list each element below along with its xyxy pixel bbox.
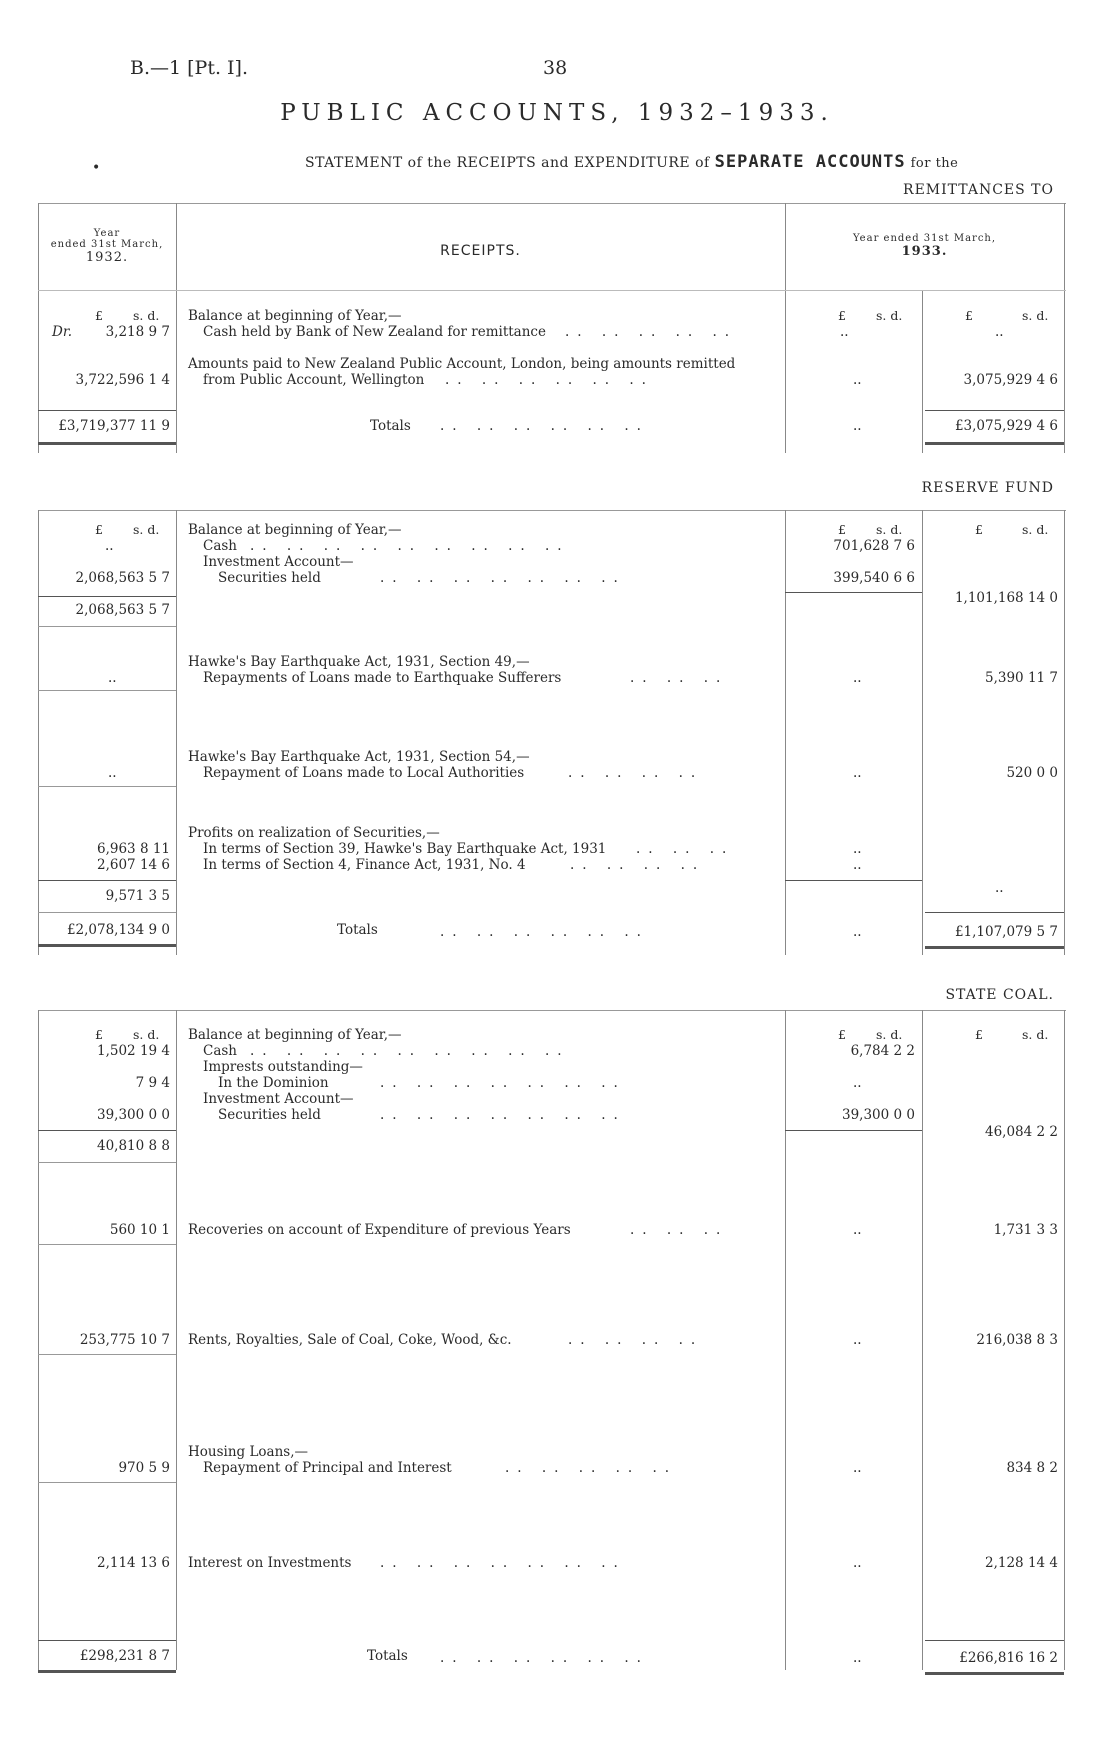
row-label: Cash: [203, 538, 238, 554]
left-amount: 3,722,596 1 4: [75, 372, 170, 388]
leader-dots: .. .. ..: [630, 1222, 729, 1238]
left-amount: 6,963 8 11: [97, 841, 170, 857]
right-amount: ..: [995, 324, 1004, 340]
row-label: Rents, Royalties, Sale of Coal, Coke, Wood, &c.: [188, 1332, 512, 1348]
leader-dots: .. .. .. .. ..: [565, 324, 738, 340]
col-rule: [1064, 510, 1065, 955]
unit-pound: £: [838, 308, 846, 323]
leader-dots: .. .. .. .. .. .. ..: [380, 570, 626, 586]
total-right: £1,107,079 5 7: [954, 924, 1058, 940]
leader-dots: .. .. .. .. .. ..: [440, 924, 649, 940]
row-label: Balance at beginning of Year,—: [188, 308, 402, 324]
subtotal-rule: [38, 1130, 176, 1131]
subtitle-bold: SEPARATE ACCOUNTS: [714, 152, 906, 172]
left-amount: 3,218 9 7: [105, 324, 170, 340]
mid-amount: ..: [853, 1555, 862, 1571]
mid-amount: ..: [853, 1075, 862, 1091]
row-label: Cash: [203, 1043, 238, 1059]
leader-dots: .. .. .. .. .. .. ..: [380, 1075, 626, 1091]
leader-dots: .. .. .. .. .. ..: [440, 418, 649, 434]
subtotal-left: 9,571 3 5: [105, 888, 170, 904]
row-label: Hawke's Bay Earthquake Act, 1931, Section 54,—: [188, 749, 530, 765]
row-rule: [38, 1354, 176, 1355]
unit-sd: s. d.: [133, 308, 160, 323]
left-year-line2: ended 31st March,: [50, 239, 164, 250]
subtotal-left: 40,810 8 8: [97, 1138, 170, 1154]
totals-label: Totals: [367, 1648, 408, 1664]
col-rule: [1064, 203, 1065, 453]
col-rule: [38, 1010, 39, 1670]
unit-sd: s. d.: [1022, 1027, 1049, 1042]
unit-pound: £: [95, 522, 103, 537]
totals-label: Totals: [337, 922, 378, 938]
left-amount: ..: [105, 538, 114, 554]
subtotal-rule: [925, 410, 1064, 411]
mid-amount: ..: [853, 841, 862, 857]
col-rule: [38, 510, 39, 955]
left-amount: 2,607 14 6: [97, 857, 170, 873]
unit-sd: s. d.: [876, 308, 903, 323]
subtotal-rule: [925, 1640, 1064, 1641]
report-reference: B.—1 [Pt. I].: [130, 57, 248, 79]
row-label: Housing Loans,—: [188, 1444, 309, 1460]
left-amount: 1,502 19 4: [97, 1043, 170, 1059]
leader-dots: .. .. .. .. .. ..: [440, 1650, 649, 1666]
mid-amount: ..: [853, 1222, 862, 1238]
subtotal-rule: [925, 912, 1064, 913]
col-rule: [176, 203, 177, 453]
row-label: In the Dominion: [218, 1075, 329, 1091]
double-rule: [925, 442, 1064, 445]
leader-dots: .. .. .. ..: [570, 857, 706, 873]
left-amount: 2,068,563 5 7: [75, 570, 170, 586]
right-year-line2: 1933.: [901, 244, 948, 259]
left-amount: 7 9 4: [135, 1075, 170, 1091]
leader-dots: .. .. .. ..: [568, 1332, 704, 1348]
right-year-line1: Year ended 31st March,: [852, 233, 997, 244]
row-label: Investment Account—: [203, 1091, 354, 1107]
row-label: Profits on realization of Securities,—: [188, 825, 440, 841]
col-rule: [922, 290, 923, 453]
right-amount: 216,038 8 3: [976, 1332, 1058, 1348]
col-rule: [176, 1010, 177, 1670]
subtotal-rule: [38, 410, 176, 411]
unit-pound: £: [838, 1027, 846, 1042]
mid-amount: 39,300 0 0: [842, 1107, 915, 1123]
margin-dot: •: [92, 160, 101, 176]
right-amount: 5,390 11 7: [985, 670, 1058, 686]
row-label: Balance at beginning of Year,—: [188, 522, 402, 538]
left-amount: ..: [108, 670, 117, 686]
page-title: PUBLIC ACCOUNTS, 1932–1933.: [280, 100, 834, 126]
unit-pound: £: [95, 308, 103, 323]
col-rule: [922, 1010, 923, 1670]
section-title-coal: STATE COAL.: [945, 987, 1054, 1003]
right-amount: 1,101,168 14 0: [954, 590, 1058, 606]
section-title-reserve: RESERVE FUND: [921, 480, 1054, 496]
right-year-header: [785, 233, 1064, 259]
unit-pound: £: [975, 1027, 983, 1042]
row-label: Repayment of Principal and Interest: [203, 1460, 452, 1476]
leader-dots: .. .. .. .. .. .. .. .. ..: [250, 1043, 570, 1059]
subtitle-lead: STATEMENT of the RECEIPTS and EXPENDITURE of: [305, 155, 710, 171]
unit-pound: £: [95, 1027, 103, 1042]
left-amount: ..: [108, 765, 117, 781]
row-rule: [38, 1244, 176, 1245]
mid-amount: ..: [853, 372, 862, 388]
col-rule: [785, 510, 786, 955]
row-label: Recoveries on account of Expenditure of previous Years: [188, 1222, 571, 1238]
col-rule: [1064, 1010, 1065, 1670]
table-top-rule: [38, 510, 1066, 511]
leader-dots: .. .. ..: [636, 841, 735, 857]
double-rule: [38, 442, 176, 445]
double-rule: [925, 1672, 1064, 1675]
mid-amount: ..: [853, 857, 862, 873]
left-year-header: [38, 228, 176, 265]
row-label: from Public Account, Wellington: [203, 372, 425, 388]
subtitle-tail: for the: [910, 156, 959, 171]
mid-amount: ..: [853, 1460, 862, 1476]
total-mid: ..: [853, 1650, 862, 1666]
right-amount: 2,128 14 4: [985, 1555, 1058, 1571]
row-label: In terms of Section 39, Hawke's Bay Earthquake Act, 1931: [203, 841, 607, 857]
row-label: Amounts paid to New Zealand Public Account, London, being amounts remitted: [188, 356, 736, 372]
subtotal-rule: [38, 1640, 176, 1641]
row-rule: [38, 626, 176, 627]
left-year-line3: 1932.: [85, 250, 129, 265]
leader-dots: .. .. .. .. .. .. ..: [380, 1107, 626, 1123]
row-label: Imprests outstanding—: [203, 1059, 363, 1075]
right-amount: 3,075,929 4 6: [963, 372, 1058, 388]
page-number: 38: [543, 57, 568, 79]
row-label: Securities held: [218, 570, 321, 586]
double-rule: [38, 944, 176, 947]
section-title-remittances: REMITTANCES TO: [903, 182, 1054, 198]
row-label: In terms of Section 4, Finance Act, 1931, No. 4: [203, 857, 526, 873]
mid-amount: 701,628 7 6: [833, 538, 915, 554]
row-rule: [38, 786, 176, 787]
row-label: Investment Account—: [203, 554, 354, 570]
total-left: £298,231 8 7: [79, 1648, 170, 1664]
mid-amount: ..: [853, 765, 862, 781]
subtotal-rule: [38, 596, 176, 597]
unit-sd: s. d.: [1022, 308, 1049, 323]
right-amount: 1,731 3 3: [993, 1222, 1058, 1238]
subtotal-left: 2,068,563 5 7: [75, 602, 170, 618]
unit-pound: £: [975, 522, 983, 537]
subtotal-rule: [785, 880, 922, 881]
left-amount: 2,114 13 6: [97, 1555, 170, 1571]
unit-sd: s. d.: [133, 522, 160, 537]
mid-amount: ..: [853, 1332, 862, 1348]
right-amount: 834 8 2: [1006, 1460, 1058, 1476]
row-label: Interest on Investments: [188, 1555, 352, 1571]
row-label: Repayments of Loans made to Earthquake Sufferers: [203, 670, 562, 686]
unit-sd: s. d.: [876, 1027, 903, 1042]
receipts-column-header: RECEIPTS.: [440, 243, 521, 259]
mid-amount: ..: [840, 324, 849, 340]
total-right: £266,816 16 2: [959, 1650, 1058, 1666]
row-label: Balance at beginning of Year,—: [188, 1027, 402, 1043]
row-label: Securities held: [218, 1107, 321, 1123]
leader-dots: .. .. ..: [630, 670, 729, 686]
subtotal-rule: [785, 592, 922, 593]
row-label: Cash held by Bank of New Zealand for remittance: [203, 324, 546, 340]
totals-label: Totals: [370, 418, 411, 434]
right-amount: 46,084 2 2: [985, 1124, 1058, 1140]
leader-dots: .. .. .. .. ..: [505, 1460, 678, 1476]
total-left: £3,719,377 11 9: [58, 418, 170, 434]
col-rule: [785, 1010, 786, 1670]
subtotal-rule: [785, 1130, 922, 1131]
row-label: Hawke's Bay Earthquake Act, 1931, Section 49,—: [188, 654, 530, 670]
table-top-rule: [38, 1010, 1066, 1011]
double-rule: [38, 1670, 176, 1673]
dr-prefix: Dr.: [52, 324, 73, 340]
row-label: Repayment of Loans made to Local Authorities: [203, 765, 525, 781]
left-amount: 970 5 9: [118, 1460, 170, 1476]
unit-pound: £: [965, 308, 973, 323]
unit-sd: s. d.: [1022, 522, 1049, 537]
mid-amount: 6,784 2 2: [850, 1043, 915, 1059]
double-rule: [925, 946, 1064, 949]
left-amount: 560 10 1: [109, 1222, 170, 1238]
total-mid: ..: [853, 924, 862, 940]
unit-pound: £: [838, 522, 846, 537]
total-mid: ..: [853, 418, 862, 434]
unit-sd: s. d.: [133, 1027, 160, 1042]
unit-sd: s. d.: [876, 522, 903, 537]
right-amount: 520 0 0: [1006, 765, 1058, 781]
left-amount: 39,300 0 0: [97, 1107, 170, 1123]
left-amount: 253,775 10 7: [79, 1332, 170, 1348]
leader-dots: .. .. .. .. .. ..: [445, 372, 654, 388]
right-amount: ..: [995, 880, 1004, 896]
row-rule: [38, 1162, 176, 1163]
leader-dots: .. .. .. ..: [568, 765, 704, 781]
col-rule: [176, 510, 177, 955]
mid-amount: 399,540 6 6: [833, 570, 915, 586]
subtotal-rule: [38, 880, 176, 881]
leader-dots: .. .. .. .. .. .. ..: [380, 1555, 626, 1571]
leader-dots: .. .. .. .. .. .. .. .. ..: [250, 538, 570, 554]
header-rule: [38, 290, 1066, 291]
table-top-rule: [38, 203, 1066, 204]
statement-subtitle: [305, 152, 958, 172]
row-rule: [38, 912, 176, 913]
total-right: £3,075,929 4 6: [954, 418, 1058, 434]
total-left: £2,078,134 9 0: [66, 922, 170, 938]
row-rule: [38, 690, 176, 691]
mid-amount: ..: [853, 670, 862, 686]
col-rule: [922, 510, 923, 955]
row-rule: [38, 1482, 176, 1483]
left-year-line1: Year: [93, 228, 121, 239]
